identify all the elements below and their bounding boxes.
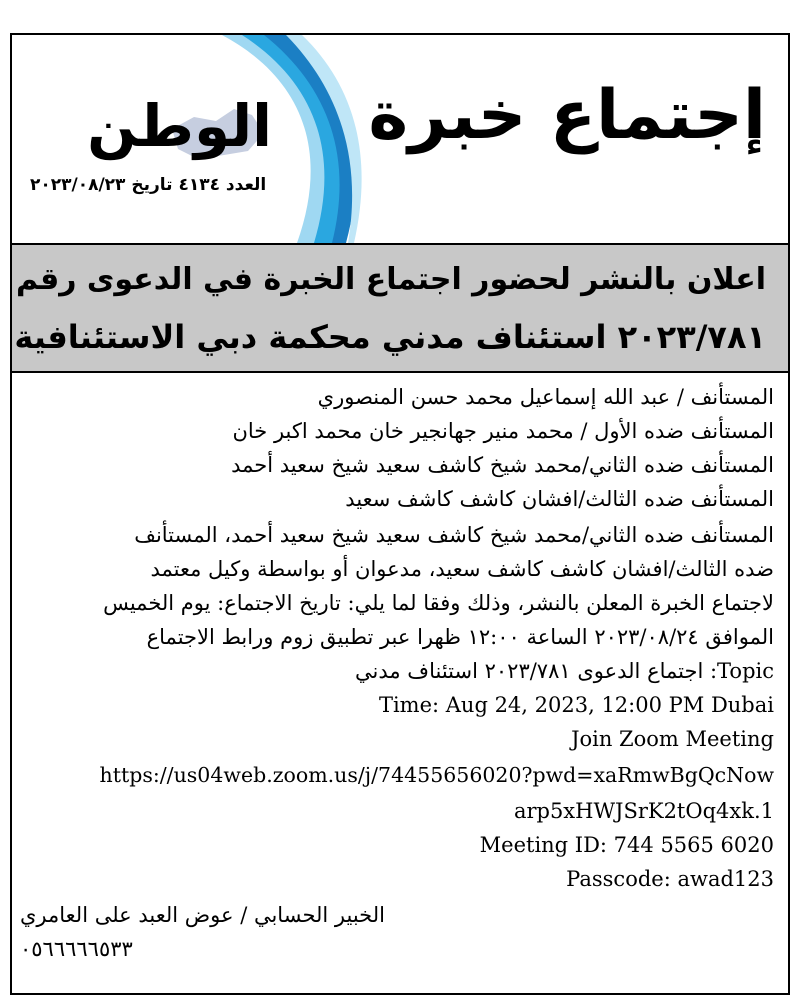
zoom-link[interactable]: https://us04web.zoom.us/j/74455656020?pwd=xaRmwBgQcNow (99, 763, 774, 787)
paragraph-line: الموافق ٢٠٢٣/٠٨/٢٤ الساعة ١٢:٠٠ ظهرا عبر تطبيق زوم ورابط الاجتماع (146, 625, 774, 649)
passcode: Passcode: awad123 (566, 867, 774, 891)
topic-line: Topic: اجتماع الدعوى ٢٠٢٣/٧٨١ استئناف مدني (355, 659, 774, 683)
respondent-2-line: المستأنف ضده الثاني/محمد شيخ كاشف سعيد شيخ سعيد أحمد (231, 453, 774, 477)
newspaper-logo (74, 91, 284, 187)
expert-signature: الخبير الحسابي / عوض العبد على العامري (20, 903, 385, 927)
respondent-1-line: المستأنف ضده الأول / محمد منير جهانجير خان محمد اكبر خان (232, 419, 774, 443)
banner-line-1: اعلان بالنشر لحضور اجتماع الخبرة في الدعوى رقم (16, 262, 766, 297)
zoom-link-continued[interactable]: arp5xHWJSrK2tOq4xk.1 (513, 799, 774, 823)
paragraph-line: ضده الثالث/افشان كاشف كاشف سعيد، مدعوان أو بواسطة وكيل معتمد (150, 557, 774, 581)
issue-date-line: العدد ٤١٣٤ تاريخ ٢٠٢٣/٠٨/٢٣ (30, 175, 267, 195)
meeting-id: Meeting ID: 744 5565 6020 (479, 833, 774, 857)
phone-number: ٠٥٦٦٦٦٦٥٣٣ (20, 937, 133, 961)
respondent-3-line: المستأنف ضده الثالث/افشان كاشف كاشف سعيد (345, 487, 774, 511)
meeting-time: Time: Aug 24, 2023, 12:00 PM Dubai (378, 693, 774, 717)
join-zoom-label: Join Zoom Meeting (571, 727, 774, 751)
page-title: إجتماع خبرة (368, 75, 766, 154)
banner-line-2: ٢٠٢٣/٧٨١ استئناف مدني محكمة دبي الاستئنافية (14, 318, 766, 356)
paragraph-line: المستأنف ضده الثاني/محمد شيخ كاشف سعيد شيخ سعيد أحمد، المستأنف (134, 523, 774, 547)
logo-text: الوطن (87, 92, 272, 160)
announcement-banner (12, 243, 788, 373)
header (12, 35, 788, 243)
paragraph-line: لاجتماع الخبرة المعلن بالنشر، وذلك وفقا لما يلي: تاريخ الاجتماع: يوم الخميس (103, 591, 774, 615)
advertisement-frame (10, 33, 790, 995)
appellant-line: المستأنف / عبد الله إسماعيل محمد حسن المنصوري (317, 385, 774, 409)
